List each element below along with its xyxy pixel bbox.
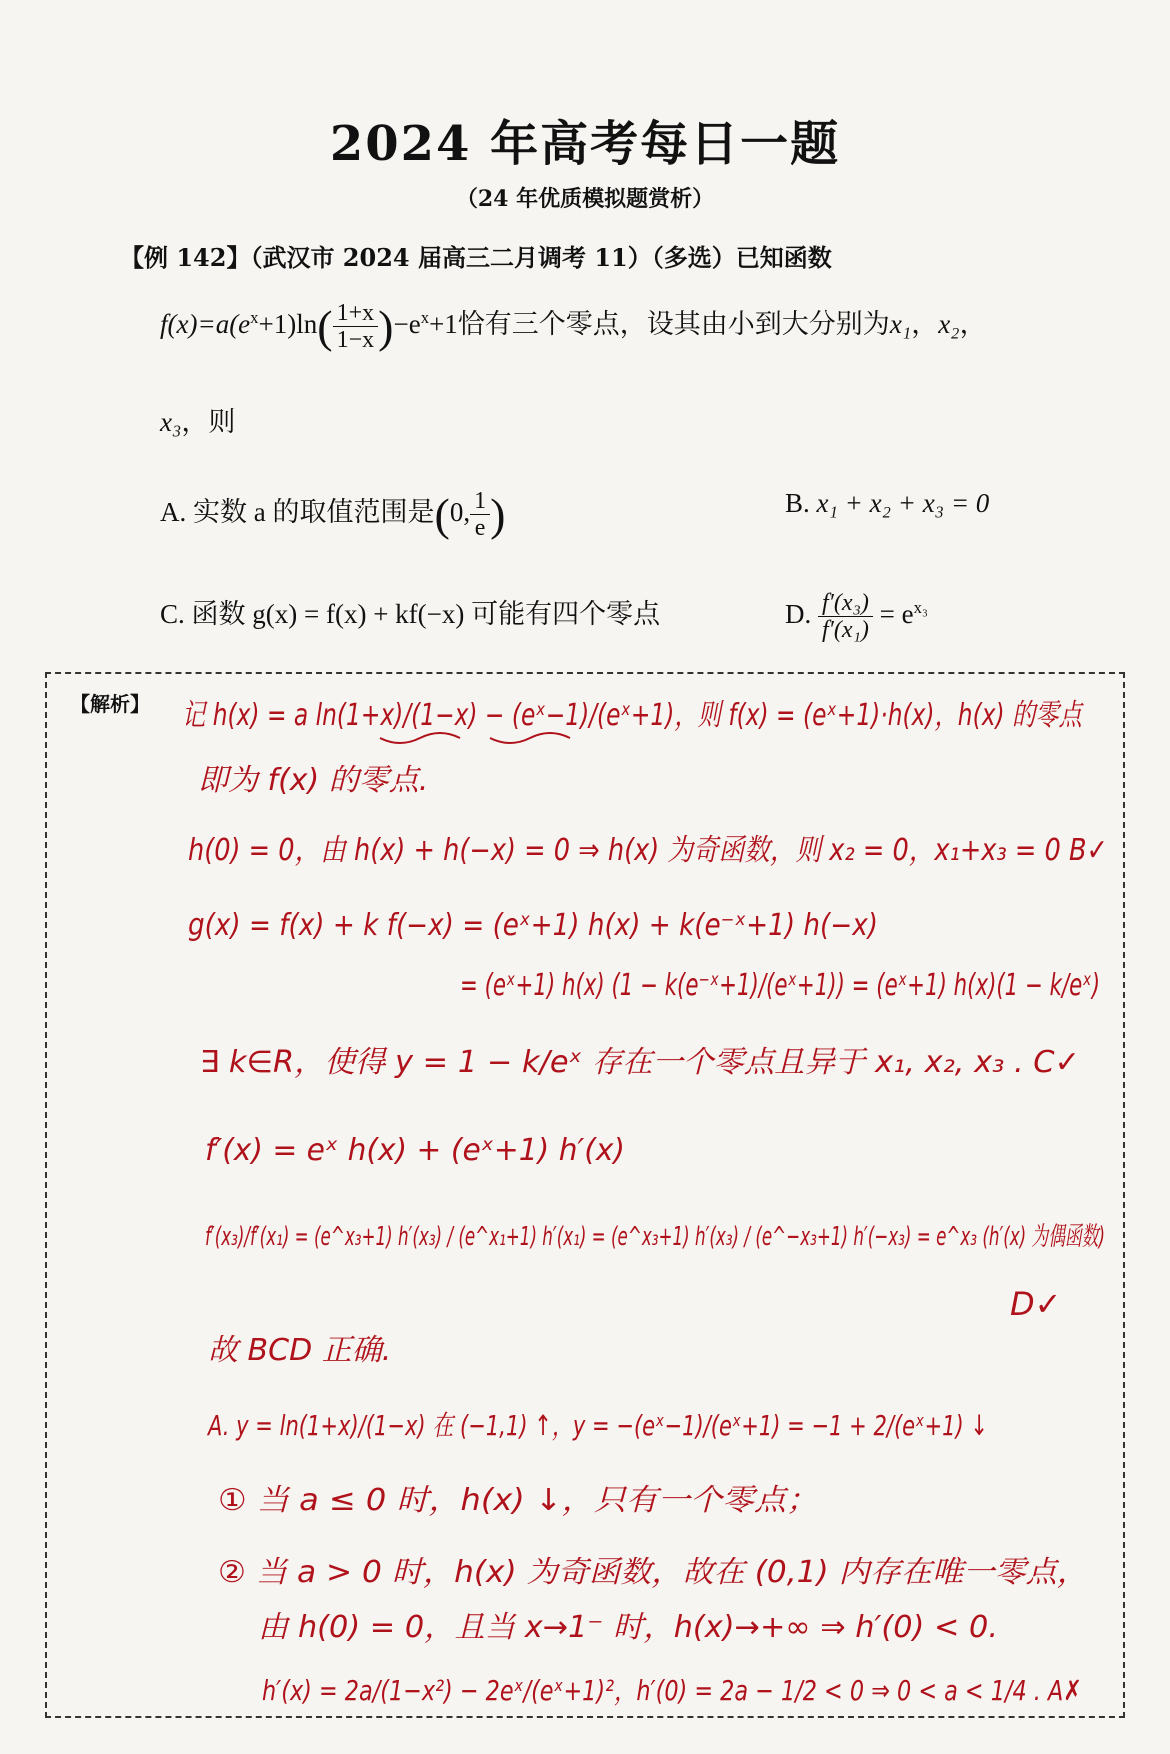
separator: ， xyxy=(959,309,987,340)
solution-line: 记 h(x) = a ln(1+x)/(1−x) − (eˣ−1)/(eˣ+1)，则 f(x) = (eˣ+1)·h(x)，h(x) 的零点 xyxy=(182,698,1085,733)
right-paren: ) xyxy=(490,488,506,540)
exp-x-2: x xyxy=(420,308,430,328)
separator: ， xyxy=(911,309,939,340)
solution-line: f′(x₃)/f′(x₁) = (e^x₃+1) h′(x₃) / (e^x₁+1) h′(x₁) = (e^x₃+1) h′(x₃) / (e^−x₃+1) h′(−x₃) = e^x₃ (h′(x) 为偶函数) xyxy=(205,1222,1105,1252)
solution-line: D✓ xyxy=(1010,1285,1062,1323)
option-a-frac-den: e xyxy=(474,515,486,542)
solution-line: 由 h(0) = 0，且当 x→1⁻ 时，h(x)→+∞ ⇒ h′(0) < 0. xyxy=(258,1610,998,1645)
option-c-label: C. xyxy=(160,599,185,629)
solution-line: A. y = ln(1+x)/(1−x) 在 (−1,1) ↑，y = −(eˣ−1)/(eˣ+1) = −1 + 2/(eˣ+1) ↓ xyxy=(206,1409,988,1442)
solution-label: 【解析】 xyxy=(70,692,150,716)
option-a-label: A. xyxy=(160,497,187,528)
solution-line: g(x) = f(x) + k f(−x) = (eˣ+1) h(x) + k(e⁻ˣ+1) h(−x) xyxy=(188,908,878,943)
solution-line: f′(x) = eˣ h(x) + (eˣ+1) h′(x) xyxy=(205,1133,625,1168)
fx-mid3: +1恰有三个零点，设其由小到大分别为 xyxy=(429,309,890,340)
problem-header: 【例 142】（武汉市 2024 届高三二月调考 11）（多选）已知函数 xyxy=(120,243,832,272)
log-frac-num: 1+x xyxy=(333,300,379,327)
solution-line: ① 当 a ≤ 0 时，h(x) ↓，只有一个零点； xyxy=(218,1483,818,1518)
option-d-sup: x₃ xyxy=(913,598,928,618)
root-x2: x₂ xyxy=(938,309,960,340)
then-text: ，则 xyxy=(181,407,236,437)
option-a-range-left: 0, xyxy=(449,497,471,528)
solution-line: 即为 f(x) 的零点. xyxy=(198,763,429,798)
option-d-num: f′(x₃) xyxy=(818,590,873,617)
solution-line: 故 BCD 正确. xyxy=(208,1333,392,1368)
underline-squiggle xyxy=(490,733,570,743)
solution-line: h′(x) = 2a/(1−x²) − 2eˣ/(eˣ+1)²，h′(0) = 2a − 1/2 < 0 ⇒ 0 < a < 1/4 . A✗ xyxy=(262,1674,1082,1707)
option-b-text: x₁ + x₂ + x₃ = 0 xyxy=(816,488,990,518)
left-paren: ( xyxy=(317,300,333,352)
root-x1: x₁ xyxy=(889,309,912,340)
right-paren: ) xyxy=(378,300,394,352)
page-subtitle: （24 年优质模拟题赏析） xyxy=(455,186,715,212)
option-d-rhs: = e xyxy=(879,599,914,630)
option-d-den: f′(x₁) xyxy=(822,617,869,644)
solution-line: ② 当 a > 0 时，h(x) 为奇函数，故在 (0,1) 内存在唯一零点， xyxy=(218,1555,1088,1590)
root-x3: x₃ xyxy=(160,407,182,437)
option-d-label: D. xyxy=(785,599,812,630)
fx-mid2: −e xyxy=(393,309,421,340)
solution-line: ∃ k∈R，使得 y = 1 − k/eˣ 存在一个零点且异于 x₁, x₂, x₃ . C✓ xyxy=(200,1045,1080,1080)
page-title: 2024 年高考每日一题 xyxy=(329,116,841,172)
option-b-label: B. xyxy=(785,488,810,518)
solution-line: = (eˣ+1) h(x) (1 − k(e⁻ˣ+1)/(eˣ+1)) = (eˣ+1) h(x)(1 − k/eˣ) xyxy=(460,968,1100,1003)
fx-prefix: f(x)=a(e xyxy=(160,309,251,340)
option-a-text: 实数 a 的取值范围是 xyxy=(193,497,435,528)
log-frac-den: 1−x xyxy=(336,327,375,354)
fx-mid1: +1)ln xyxy=(258,309,318,340)
option-a-frac-num: 1 xyxy=(470,488,490,515)
option-c-text: 函数 g(x) = f(x) + kf(−x) 可能有四个零点 xyxy=(191,599,661,629)
exp-x: x xyxy=(250,308,259,328)
solution-line: h(0) = 0，由 h(x) + h(−x) = 0 ⇒ h(x) 为奇函数，则 x₂ = 0，x₁+x₃ = 0 B✓ xyxy=(188,833,1108,868)
underline-squiggle xyxy=(380,733,460,743)
left-paren: ( xyxy=(434,488,450,540)
